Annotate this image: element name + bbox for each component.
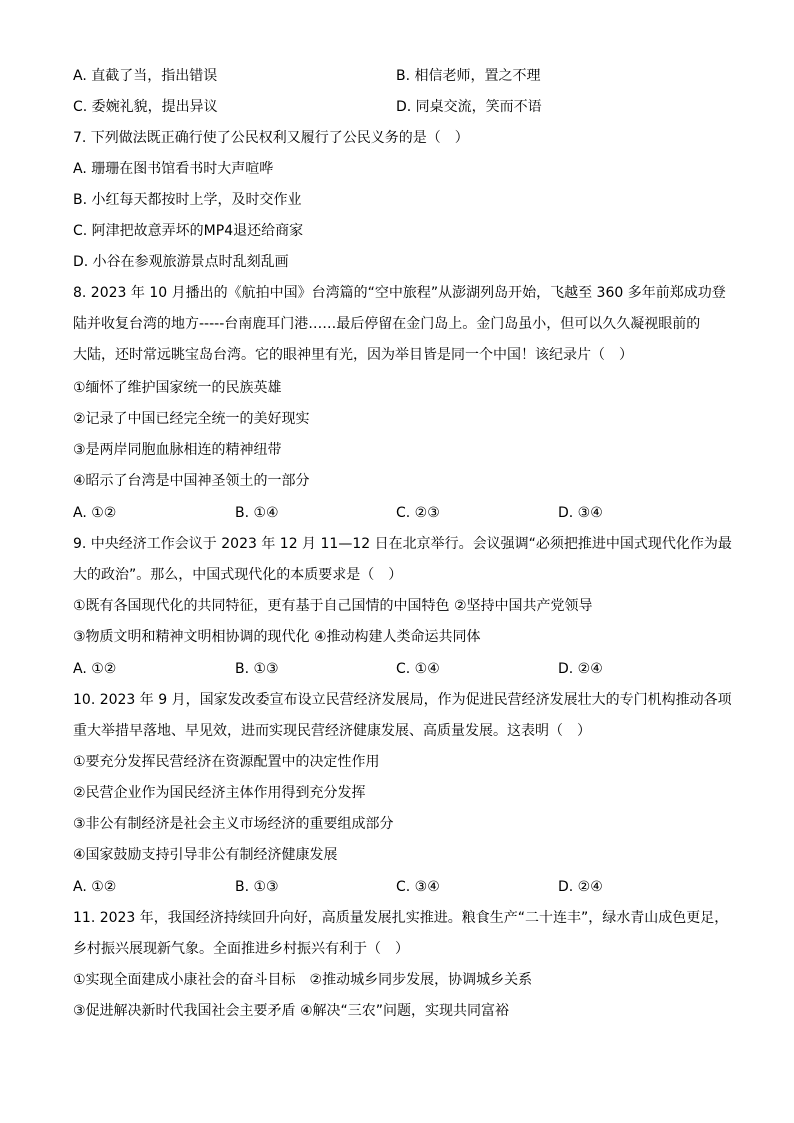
q9-option-d: D. ②④	[558, 661, 603, 677]
q6-option-d: D. 同桌交流，笑而不语	[396, 99, 542, 115]
q10-stem-line-2: 重大举措早落地、早见效，进而实现民营经济健康发展、高质量发展。这表明（ ）	[73, 723, 591, 739]
q9-items-1-2: ①既有各国现代化的共同特征，更有基于自己国情的中国特色 ②坚持中国共产党领导	[73, 598, 593, 614]
q10-option-a: A. ①②	[73, 879, 117, 895]
q9-option-b: B. ①③	[235, 661, 279, 677]
q11-items-3-4: ③促进解决新时代我国社会主要矛盾 ④解决“三农”问题，实现共同富裕	[73, 1003, 510, 1019]
q10-item-1: ①要充分发挥民营经济在资源配置中的决定性作用	[73, 754, 380, 770]
q7-option-d: D. 小谷在参观旅游景点时乱刻乱画	[73, 254, 289, 270]
q11-stem-line-1: 11. 2023 年，我国经济持续回升向好，高质量发展扎实推进。粮食生产“二十连丰”，绿水青山成色更足，	[73, 910, 729, 926]
q8-item-2: ②记录了中国已经完全统一的美好现实	[73, 411, 310, 427]
q6-option-a: A. 直截了当，指出错误	[73, 68, 218, 84]
q8-option-c: C. ②③	[396, 505, 440, 521]
q10-stem-line-1: 10. 2023 年 9 月，国家发改委宣布设立民营经济发展局，作为促进民营经济发展壮大的专门机构推动各项	[73, 692, 732, 708]
q7-option-c: C. 阿津把故意弄坏的MP4退还给商家	[73, 223, 304, 239]
q10-option-d: D. ②④	[558, 879, 603, 895]
q11-items-1-2: ①实现全面建成小康社会的奋斗目标 ②推动城乡同步发展，协调城乡关系	[73, 972, 533, 988]
q8-item-4: ④昭示了台湾是中国神圣领土的一部分	[73, 473, 310, 489]
q10-item-4: ④国家鼓励支持引导非公有制经济健康发展	[73, 847, 338, 863]
q6-options-row-1	[73, 66, 733, 86]
q8-stem-line-3: 大陆，还时常远眺宝岛台湾。它的眼神里有光，因为举目皆是同一个中国！该纪录片（ ）	[73, 347, 633, 363]
q10-option-c: C. ③④	[396, 879, 440, 895]
q10-item-2: ②民营企业作为国民经济主体作用得到充分发挥	[73, 785, 366, 801]
q10-item-3: ③非公有制经济是社会主义市场经济的重要组成部分	[73, 816, 394, 832]
q8-option-b: B. ①④	[235, 505, 279, 521]
q8-stem-line-1: 8. 2023 年 10 月播出的《航拍中国》台湾篇的“空中旅程”从澎湖列岛开始，飞越至 360 多年前郑成功登	[73, 285, 726, 301]
q9-items-3-4: ③物质文明和精神文明相协调的现代化 ④推动构建人类命运共同体	[73, 629, 481, 645]
q9-option-c: C. ①④	[396, 661, 440, 677]
q8-item-1: ①缅怀了维护国家统一的民族英雄	[73, 380, 282, 396]
q6-option-b: B. 相信老师，置之不理	[396, 68, 541, 84]
q10-option-b: B. ①③	[235, 879, 279, 895]
q8-item-3: ③是两岸同胞血脉相连的精神纽带	[73, 442, 282, 458]
q7-stem: 7. 下列做法既正确行使了公民权利又履行了公民义务的是（ ）	[73, 130, 469, 146]
q8-option-a: A. ①②	[73, 505, 117, 521]
q9-options-row	[73, 659, 733, 679]
q8-stem-line-2: 陆并收复台湾的地方-----台南鹿耳门港……最后停留在金门岛上。金门岛虽小，但可以久久凝视眼前的	[73, 316, 701, 332]
q10-options-row	[73, 877, 733, 897]
q9-stem-line-2: 大的政治”。那么，中国式现代化的本质要求是（ ）	[73, 567, 403, 583]
q8-options-row	[73, 503, 733, 523]
q6-options-row-2	[73, 97, 733, 117]
q9-stem-line-1: 9. 中央经济工作会议于 2023 年 12 月 11—12 日在北京举行。会议强调“必须把推进中国式现代化作为最	[73, 536, 732, 552]
q8-option-d: D. ③④	[558, 505, 603, 521]
q7-option-b: B. 小红每天都按时上学，及时交作业	[73, 192, 302, 208]
q6-option-c: C. 委婉礼貌，提出异议	[73, 99, 218, 115]
q11-stem-line-2: 乡村振兴展现新气象。全面推进乡村振兴有利于（ ）	[73, 941, 409, 957]
q9-option-a: A. ①②	[73, 661, 117, 677]
q7-option-a: A. 珊珊在图书馆看书时大声喧哗	[73, 161, 274, 177]
